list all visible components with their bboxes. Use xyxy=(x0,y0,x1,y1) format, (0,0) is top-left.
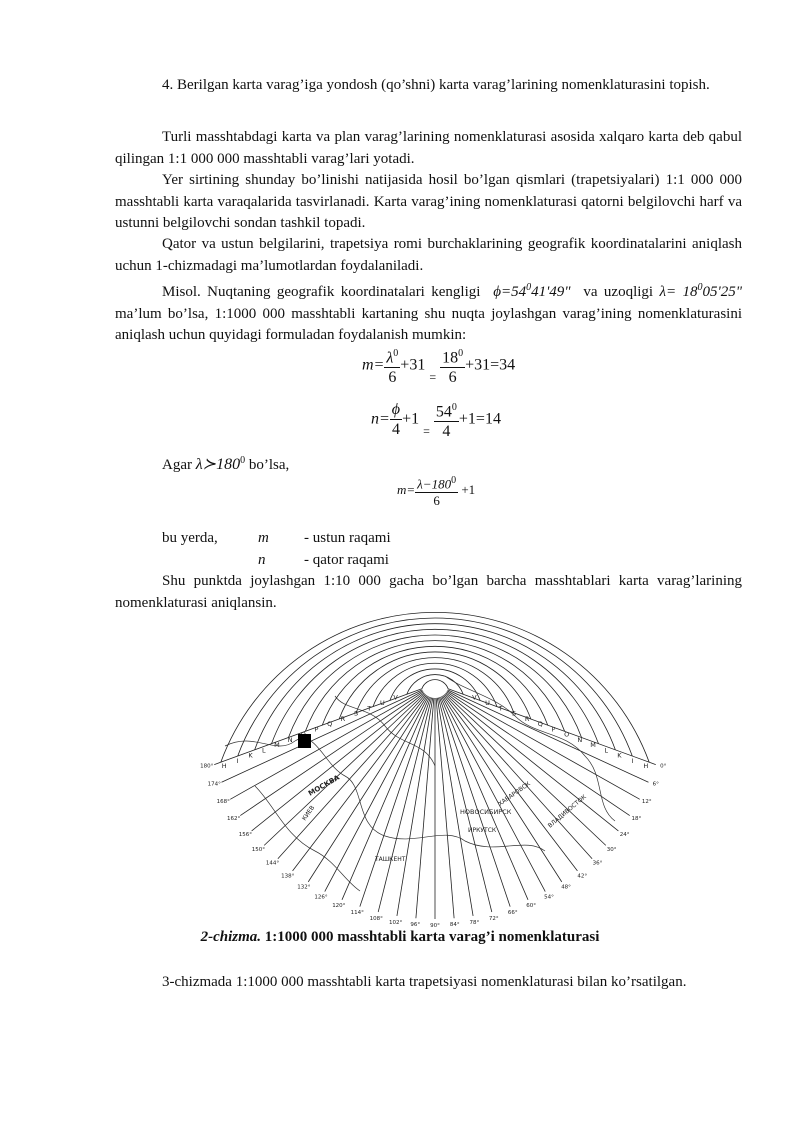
formula-n-eq: = xyxy=(423,424,430,439)
coastline-path xyxy=(225,735,545,851)
formula-m-lhs: m= xyxy=(362,356,385,374)
condition-line xyxy=(162,451,289,475)
example-tail: ma’lum bo’lsa, 1:1000 000 masshtabli kartaning shu nuqta joylashgan varag’ining nomenklaturasini aniqlash uchun quyidagi formuladan foydalanish mumkin: xyxy=(115,305,742,343)
row-letter-right: N xyxy=(287,735,293,744)
lambda-deg: 0 xyxy=(697,282,703,293)
row-letter-left: O xyxy=(564,730,570,739)
lambda-value: 18 xyxy=(682,284,698,300)
paragraph-4: Shu punktda joylashgan 1:10 000 gacha bo’lgan barcha masshtablari karta varag’larining nomenklaturasi aniqlansin. xyxy=(115,573,742,611)
lambda-rest: 05'25" xyxy=(702,284,743,300)
meridian-line xyxy=(436,698,454,918)
condition-expr-sup: 0 xyxy=(240,455,246,466)
example-lead: Misol. Nuqtaning geografik koordinatalari kengligi xyxy=(162,284,481,300)
phi-value: =54 xyxy=(500,284,527,300)
longitude-label: 144° xyxy=(265,860,280,867)
formula-m2-den: 6 xyxy=(433,493,440,509)
formula-m2-num: λ−180 xyxy=(417,476,452,492)
coastline-path xyxy=(255,786,360,891)
row-letter-right: V xyxy=(393,693,398,702)
formula-m-den2: 6 xyxy=(448,369,457,387)
row-letter-right: L xyxy=(261,746,266,755)
formula-n-frac1 xyxy=(390,400,402,439)
condition-tail: bo’lsa, xyxy=(248,457,290,473)
meridian-line xyxy=(293,695,427,871)
formula-m-num2: 18 xyxy=(442,349,459,367)
longitude-label: 54° xyxy=(544,894,554,901)
longitude-label: 66° xyxy=(507,910,518,917)
formula-n xyxy=(371,398,501,441)
longitude-label: 180° xyxy=(200,763,214,770)
caption-text: 1:1000 000 masshtabli karta varag’i nomenklaturasi xyxy=(261,929,600,945)
meridian-line xyxy=(222,690,423,782)
longitude-label: 60° xyxy=(526,903,537,910)
formula-n-den2: 4 xyxy=(442,423,451,441)
longitude-label: 36° xyxy=(592,860,603,867)
formula-m-num1-sup: 0 xyxy=(393,348,399,359)
caption-number: 2-chizma. xyxy=(200,929,262,945)
row-letter-right: Q xyxy=(327,720,333,729)
row-letter-left: I xyxy=(631,756,634,765)
map-coastline xyxy=(225,676,615,891)
formula-n-num2: 54 xyxy=(435,403,452,421)
row-letter-left: H xyxy=(643,762,649,771)
row-letter-right: K xyxy=(248,751,253,760)
legend-n-symbol: n xyxy=(258,552,266,568)
longitude-label: 120° xyxy=(332,903,346,910)
longitude-label: 90° xyxy=(430,923,440,929)
closing-paragraph: 3-chizmada 1:1000 000 masshtabli karta trapetsiyasi nomenklaturasi bilan ko’rsatilgan. xyxy=(162,974,687,990)
formula-m-eq: = xyxy=(429,370,437,385)
map-city-khabarovsk: ХАБАРОВСК xyxy=(497,780,532,808)
row-letter-right: S xyxy=(353,709,359,718)
longitude-label: 138° xyxy=(281,873,295,880)
map-city-irkutsk: ИРКУТСК xyxy=(468,827,497,834)
longitude-label: 78° xyxy=(469,919,480,926)
paragraph-2: Yer sirtining shunday bo’linishi natijasida hosil bo’lgan qismlari (trapetsiyalari) 1:1 000 000 masshtabli karta varaqalarida tasvirlanadi. Karta varag’ining nomenklaturasi qatorni belgilovchi harf va ustunni belgilovchi sondan tashkil topadi. xyxy=(115,172,742,231)
legend-n-desc: - qator raqami xyxy=(304,552,389,568)
row-letter-right: R xyxy=(340,714,346,723)
task-heading: 4. Berilgan karta varag’iga yondosh (qo’shni) karta varag’larining nomenklaturasini topish. xyxy=(162,77,710,93)
row-letter-right: T xyxy=(367,704,372,713)
nomenclature-map xyxy=(195,636,675,929)
legend-m-desc: - ustun raqami xyxy=(304,530,391,546)
formula-m-num2-sup: 0 xyxy=(458,348,464,359)
formula-m2-frac xyxy=(415,473,458,509)
formula-n-lhs: n= xyxy=(371,410,390,428)
meridian-line xyxy=(252,693,424,831)
longitude-label: 168° xyxy=(216,799,230,806)
row-letter-left: K xyxy=(617,751,622,760)
legend-intro: bu yerda, xyxy=(162,530,218,546)
formula-n-num2-sup: 0 xyxy=(451,402,457,413)
legend-m-symbol: m xyxy=(258,530,269,546)
formula-m xyxy=(362,344,515,387)
row-letter-left: M xyxy=(590,741,596,750)
longitude-label: 12° xyxy=(641,799,652,806)
longitude-label: 96° xyxy=(410,922,421,929)
row-letter-left: T xyxy=(498,704,503,713)
meridian-line xyxy=(416,698,434,918)
selected-sheet-marker xyxy=(298,734,311,748)
longitude-label: 174° xyxy=(207,781,221,788)
row-letter-left: Q xyxy=(537,720,543,729)
longitude-label: 108° xyxy=(369,915,383,922)
phi-symbol: ϕ xyxy=(493,284,501,300)
longitude-label: 30° xyxy=(606,846,617,853)
longitude-label: 102° xyxy=(388,919,403,926)
meridian-line xyxy=(240,692,423,816)
formula-m-plus1: +31 xyxy=(400,356,426,374)
condition-expr: λ≻180 xyxy=(195,456,241,473)
formula-n-plus1: +1 xyxy=(402,410,420,428)
longitude-label: 114° xyxy=(350,910,364,917)
map-city-vladivostok: ВЛАДИВОСТОК xyxy=(546,793,588,830)
row-letter-right: H xyxy=(221,762,227,771)
row-letter-right: P xyxy=(314,725,319,734)
longitude-label: 84° xyxy=(449,922,460,929)
longitude-label: 6° xyxy=(652,781,659,788)
formula-n-frac2 xyxy=(434,398,459,441)
formula-m2-lhs: m= xyxy=(397,482,416,498)
phi-deg: 0 xyxy=(526,282,532,293)
longitude-label: 42° xyxy=(577,873,588,880)
row-letter-left: U xyxy=(485,698,490,707)
longitude-label: 150° xyxy=(251,846,265,853)
latitude-arc xyxy=(422,680,448,689)
longitude-label: 0° xyxy=(660,763,667,770)
longitude-label: 156° xyxy=(238,831,252,838)
row-letter-left: V xyxy=(472,693,477,702)
formula-m-result: +31=34 xyxy=(465,356,516,374)
map-city-novosibirsk: НОВОСИБИРСК xyxy=(460,808,512,816)
longitude-label: 72° xyxy=(488,915,499,922)
meridian-line xyxy=(448,690,649,782)
row-letter-left: P xyxy=(551,725,556,734)
example-between: va uzoqligi xyxy=(583,284,654,300)
longitude-label: 132° xyxy=(297,884,311,891)
row-letter-left: R xyxy=(524,714,530,723)
formula-m2-num-sup: 0 xyxy=(451,475,457,486)
longitude-label: 24° xyxy=(619,831,630,838)
condition-agar: Agar xyxy=(162,457,192,473)
meridian-line xyxy=(443,695,577,871)
formula-n-den1: 4 xyxy=(391,421,400,439)
longitude-label: 48° xyxy=(561,884,571,891)
row-letter-right: U xyxy=(380,698,385,707)
map-labels xyxy=(200,694,667,929)
meridian-line xyxy=(442,693,546,891)
phi-rest: 41'49" xyxy=(531,284,571,300)
formula-m2 xyxy=(397,473,475,509)
map-city-moscow: МОСКВА xyxy=(307,773,341,798)
example-paragraph xyxy=(115,277,742,347)
paragraph-3: Qator va ustun belgilarini, trapetsiya romi burchaklarining geografik koordinatalarini aniqlash uchun 1-chizmadagi ma’lumotlardan foydalaniladi. xyxy=(115,236,742,274)
row-letter-left: L xyxy=(604,746,609,755)
formula-m-frac1 xyxy=(384,344,400,387)
meridian-line xyxy=(447,691,640,799)
formula-m-frac2 xyxy=(440,344,465,387)
row-letter-left: N xyxy=(577,735,583,744)
formula-n-num1: ϕ xyxy=(391,401,401,419)
figure-caption xyxy=(0,929,800,946)
lambda-symbol: λ= xyxy=(659,284,677,300)
row-letter-left: S xyxy=(511,709,517,718)
map-city-kiev: КИЕВ xyxy=(300,804,317,823)
row-letter-right: I xyxy=(236,756,239,765)
paragraph-1: Turli masshtabdagi karta va plan varag’larining nomenklaturasi asosida xalqaro karta deb qabul qilingan 1:1 000 000 masshtabli varag’lari yotadi. xyxy=(115,129,742,167)
formula-n-result: +1=14 xyxy=(458,410,501,428)
longitude-label: 162° xyxy=(227,816,241,823)
longitude-label: 126° xyxy=(314,894,328,901)
row-letter-right: M xyxy=(274,741,280,750)
meridian-line xyxy=(447,692,630,816)
formula-m2-plus: +1 xyxy=(461,482,476,498)
formula-m-den1: 6 xyxy=(388,369,397,387)
longitude-label: 18° xyxy=(631,816,642,823)
map-city-tashkent: ТАШКЕНТ xyxy=(375,856,406,863)
formula-m-num1: λ xyxy=(386,349,394,367)
